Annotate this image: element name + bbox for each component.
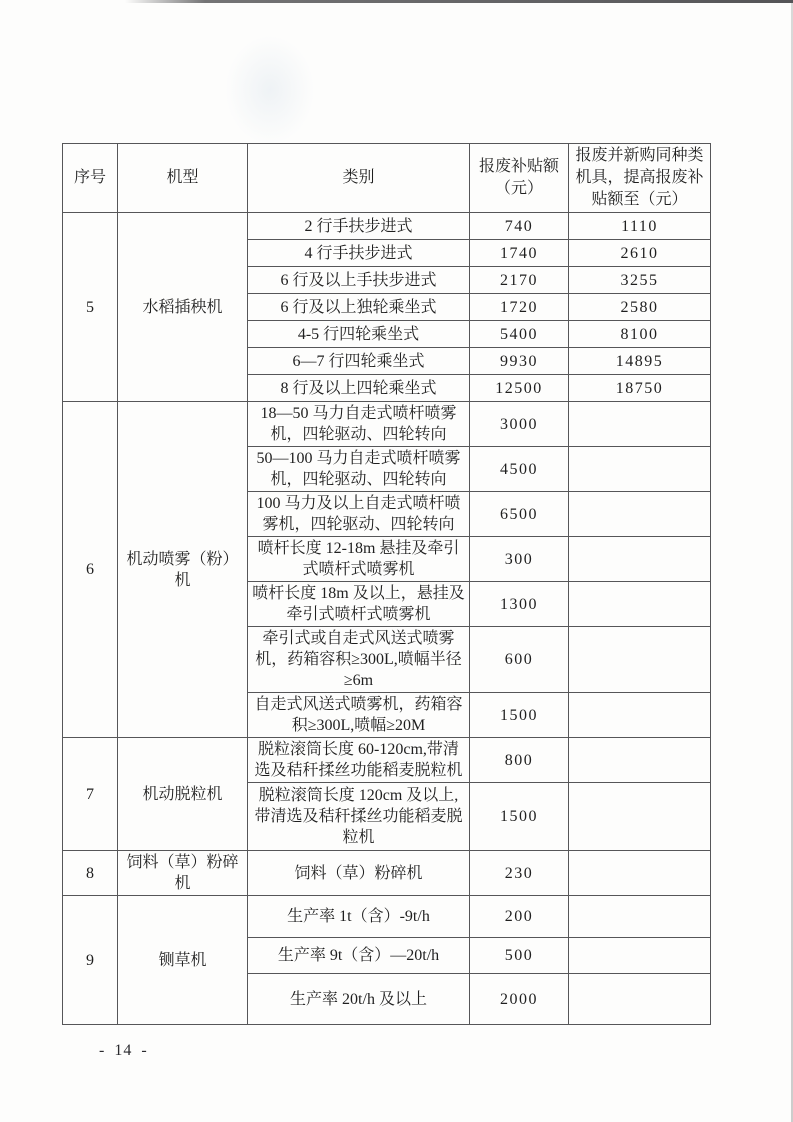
subsidy-cell: 1500 — [470, 693, 569, 738]
subsidy-cell: 1500 — [470, 783, 569, 851]
seq-cell: 5 — [63, 213, 118, 402]
table-row — [63, 896, 711, 938]
seq-cell: 9 — [63, 896, 118, 1025]
header-subsidy: 报废补贴额（元） — [470, 144, 569, 213]
category-cell: 喷杆长度 12-18m 悬挂及牵引式喷杆式喷雾机 — [248, 537, 470, 582]
category-cell: 脱粒滚筒长度 120cm 及以上,带清选及秸秆揉丝功能稻麦脱粒机 — [248, 783, 470, 851]
subsidy-cell: 3000 — [470, 402, 569, 447]
machine-cell: 水稻插秧机 — [118, 213, 248, 402]
category-cell: 饲料（草）粉碎机 — [248, 851, 470, 896]
increased-cell — [569, 693, 711, 738]
subsidy-cell: 200 — [470, 896, 569, 938]
increased-cell — [569, 582, 711, 627]
subsidy-cell: 1720 — [470, 294, 569, 321]
subsidy-table — [62, 143, 711, 1025]
increased-cell: 14895 — [569, 348, 711, 375]
subsidy-cell: 6500 — [470, 492, 569, 537]
increased-cell — [569, 974, 711, 1025]
increased-cell — [569, 938, 711, 974]
increased-cell: 1110 — [569, 213, 711, 240]
subsidy-cell: 2170 — [470, 267, 569, 294]
increased-cell — [569, 851, 711, 896]
scan-smudge-artifact — [225, 35, 315, 145]
seq-cell: 6 — [63, 402, 118, 738]
category-cell: 2 行手扶步进式 — [248, 213, 470, 240]
increased-cell: 18750 — [569, 375, 711, 402]
header-seq: 序号 — [63, 144, 118, 213]
increased-cell: 2610 — [569, 240, 711, 267]
category-cell: 生产率 1t（含）-9t/h — [248, 896, 470, 938]
scan-top-edge-artifact — [125, 0, 793, 3]
increased-cell — [569, 492, 711, 537]
subsidy-cell: 12500 — [470, 375, 569, 402]
category-cell: 生产率 9t（含）—20t/h — [248, 938, 470, 974]
subsidy-cell: 1740 — [470, 240, 569, 267]
increased-cell — [569, 783, 711, 851]
header-machine: 机型 — [118, 144, 248, 213]
page-number: - 14 - — [99, 1042, 148, 1059]
increased-cell: 8100 — [569, 321, 711, 348]
subsidy-cell: 740 — [470, 213, 569, 240]
increased-cell — [569, 627, 711, 693]
machine-cell: 机动脱粒机 — [118, 738, 248, 851]
table-row — [63, 213, 711, 240]
category-cell: 50—100 马力自走式喷杆喷雾机，四轮驱动、四轮转向 — [248, 447, 470, 492]
category-cell: 自走式风送式喷雾机，药箱容积≥300L,喷幅≥20M — [248, 693, 470, 738]
subsidy-cell: 300 — [470, 537, 569, 582]
subsidy-cell: 230 — [470, 851, 569, 896]
category-cell: 6 行及以上手扶步进式 — [248, 267, 470, 294]
subsidy-cell: 2000 — [470, 974, 569, 1025]
seq-cell: 8 — [63, 851, 118, 896]
category-cell: 4 行手扶步进式 — [248, 240, 470, 267]
subsidy-cell: 800 — [470, 738, 569, 783]
subsidy-cell: 500 — [470, 938, 569, 974]
increased-cell — [569, 537, 711, 582]
category-cell: 100 马力及以上自走式喷杆喷雾机，四轮驱动、四轮转向 — [248, 492, 470, 537]
subsidy-cell: 4500 — [470, 447, 569, 492]
increased-cell — [569, 402, 711, 447]
increased-cell: 3255 — [569, 267, 711, 294]
table-row — [63, 738, 711, 783]
header-increased: 报废并新购同种类机具，提高报废补贴额至（元） — [569, 144, 711, 213]
increased-cell — [569, 447, 711, 492]
category-cell: 喷杆长度 18m 及以上，悬挂及牵引式喷杆式喷雾机 — [248, 582, 470, 627]
category-cell: 4-5 行四轮乘坐式 — [248, 321, 470, 348]
increased-cell — [569, 738, 711, 783]
category-cell: 8 行及以上四轮乘坐式 — [248, 375, 470, 402]
category-cell: 6 行及以上独轮乘坐式 — [248, 294, 470, 321]
table-row — [63, 851, 711, 896]
subsidy-cell: 5400 — [470, 321, 569, 348]
table-row — [63, 402, 711, 447]
subsidy-cell: 1300 — [470, 582, 569, 627]
subsidy-cell: 9930 — [470, 348, 569, 375]
seq-cell: 7 — [63, 738, 118, 851]
machine-cell: 机动喷雾（粉）机 — [118, 402, 248, 738]
category-cell: 生产率 20t/h 及以上 — [248, 974, 470, 1025]
category-cell: 脱粒滚筒长度 60-120cm,带清选及秸秆揉丝功能稻麦脱粒机 — [248, 738, 470, 783]
table-header-row — [63, 144, 711, 213]
machine-cell: 铡草机 — [118, 896, 248, 1025]
category-cell: 6—7 行四轮乘坐式 — [248, 348, 470, 375]
increased-cell — [569, 896, 711, 938]
category-cell: 牵引式或自走式风送式喷雾机，药箱容积≥300L,喷幅半径≥6m — [248, 627, 470, 693]
increased-cell: 2580 — [569, 294, 711, 321]
machine-cell: 饲料（草）粉碎机 — [118, 851, 248, 896]
header-category: 类别 — [248, 144, 470, 213]
category-cell: 18—50 马力自走式喷杆喷雾机，四轮驱动、四轮转向 — [248, 402, 470, 447]
subsidy-cell: 600 — [470, 627, 569, 693]
